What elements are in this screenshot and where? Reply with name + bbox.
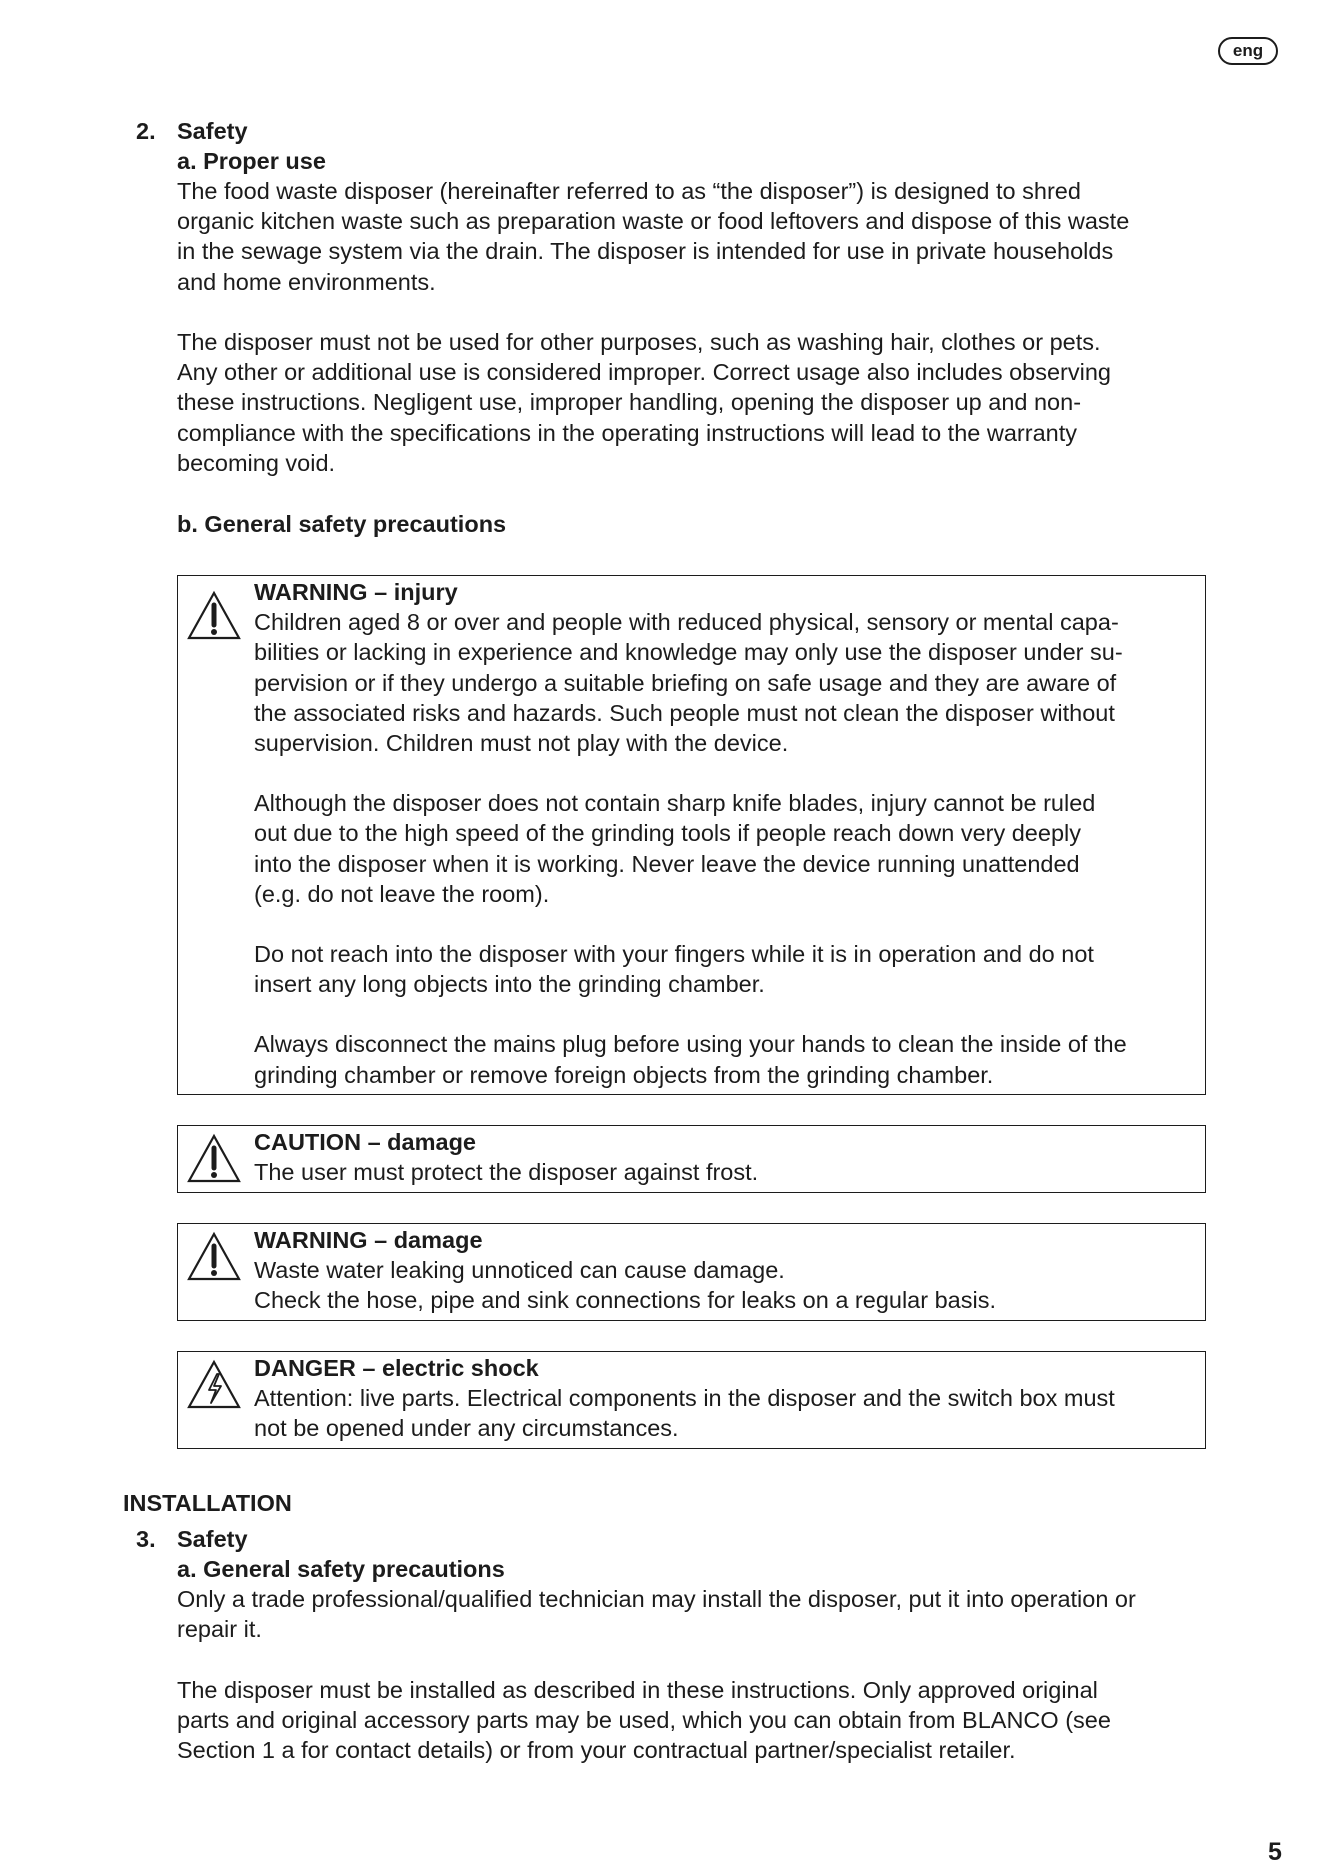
- installation-paragraph-1: Only a trade professional/qualified technician may install the disposer, put it into operation or repair it.: [177, 1586, 1136, 1643]
- notice-paragraph: Although the disposer does not contain sharp knife blades, injury cannot be ruled out due to the high speed of the grinding tools if people reach down very deeply into the disposer when it is working. Never leave the device running unattended (e.g. do not leave the room).: [254, 790, 1096, 907]
- caution-damage-notice: [177, 1125, 1206, 1193]
- notice-paragraph: The user must protect the disposer against frost.: [254, 1159, 759, 1186]
- notice-title: DANGER – electric shock: [254, 1355, 539, 1381]
- section-number: 3.: [136, 1526, 156, 1552]
- danger-electric-shock-notice: [177, 1351, 1206, 1449]
- notice-paragraph: Do not reach into the disposer with your fingers while it is in operation and do not insert any long objects into the grinding chamber.: [254, 941, 1094, 998]
- warning-injury-notice: [177, 575, 1206, 1095]
- notice-paragraph: Attention: live parts. Electrical components in the disposer and the switch box must not be opened under any circumstances.: [254, 1385, 1115, 1442]
- language-badge: eng: [1218, 37, 1278, 65]
- notice-paragraph: Children aged 8 or over and people with reduced physical, sensory or mental capa- bilities or lacking in experience and knowledge may only use the disposer under su- pervision or if they undergo a suitable briefing on safe usage and they are aware of the associated risks and hazards. Such people must not clean the disposer without supervision. Children must not play with the device.: [254, 609, 1123, 757]
- proper-use-paragraph-2: The disposer must not be used for other purposes, such as washing hair, clothes or pets. Any other or additional use is considered improper. Correct usage also includes observing these instructions. Negligent use, improper handling, opening the disposer up and non- compliance with the specifications in the operating instructions will lead to the warranty becoming void.: [177, 329, 1111, 476]
- warning-triangle-exclamation-icon: [186, 1133, 242, 1185]
- installation-paragraph-2: The disposer must be installed as described in these instructions. Only approved original parts and original accessory parts may be used, which you can obtain from BLANCO (see Section 1 a for contact details) or from your contractual partner/specialist retailer.: [177, 1677, 1111, 1764]
- section-title: Safety: [177, 118, 248, 144]
- installation-heading: INSTALLATION: [123, 1490, 292, 1516]
- proper-use-paragraph-1: The food waste disposer (hereinafter referred to as “the disposer”) is designed to shred organic kitchen waste such as preparation waste or food leftovers and dispose of this waste in the sewage system via the drain. The disposer is intended for use in private households and home environments.: [177, 178, 1130, 295]
- warning-damage-notice: [177, 1223, 1206, 1321]
- notice-title: WARNING – injury: [254, 579, 458, 605]
- section-number: 2.: [136, 118, 156, 144]
- subsection-title: a. Proper use: [177, 148, 326, 174]
- subsection-title: a. General safety precautions: [177, 1556, 505, 1582]
- section-title: Safety: [177, 1526, 248, 1552]
- notice-title: WARNING – damage: [254, 1227, 483, 1253]
- electric-shock-triangle-icon: [186, 1359, 242, 1411]
- notice-paragraph: Always disconnect the mains plug before using your hands to clean the inside of the grinding chamber or remove foreign objects from the grinding chamber.: [254, 1031, 1127, 1088]
- subsection-title: b. General safety precautions: [177, 511, 507, 537]
- warning-triangle-exclamation-icon: [186, 590, 242, 642]
- warning-triangle-exclamation-icon: [186, 1231, 242, 1283]
- notice-title: CAUTION – damage: [254, 1129, 476, 1155]
- notice-paragraph: Waste water leaking unnoticed can cause damage. Check the hose, pipe and sink connections for leaks on a regular basis.: [254, 1257, 996, 1314]
- page-number: 5: [1268, 1838, 1282, 1866]
